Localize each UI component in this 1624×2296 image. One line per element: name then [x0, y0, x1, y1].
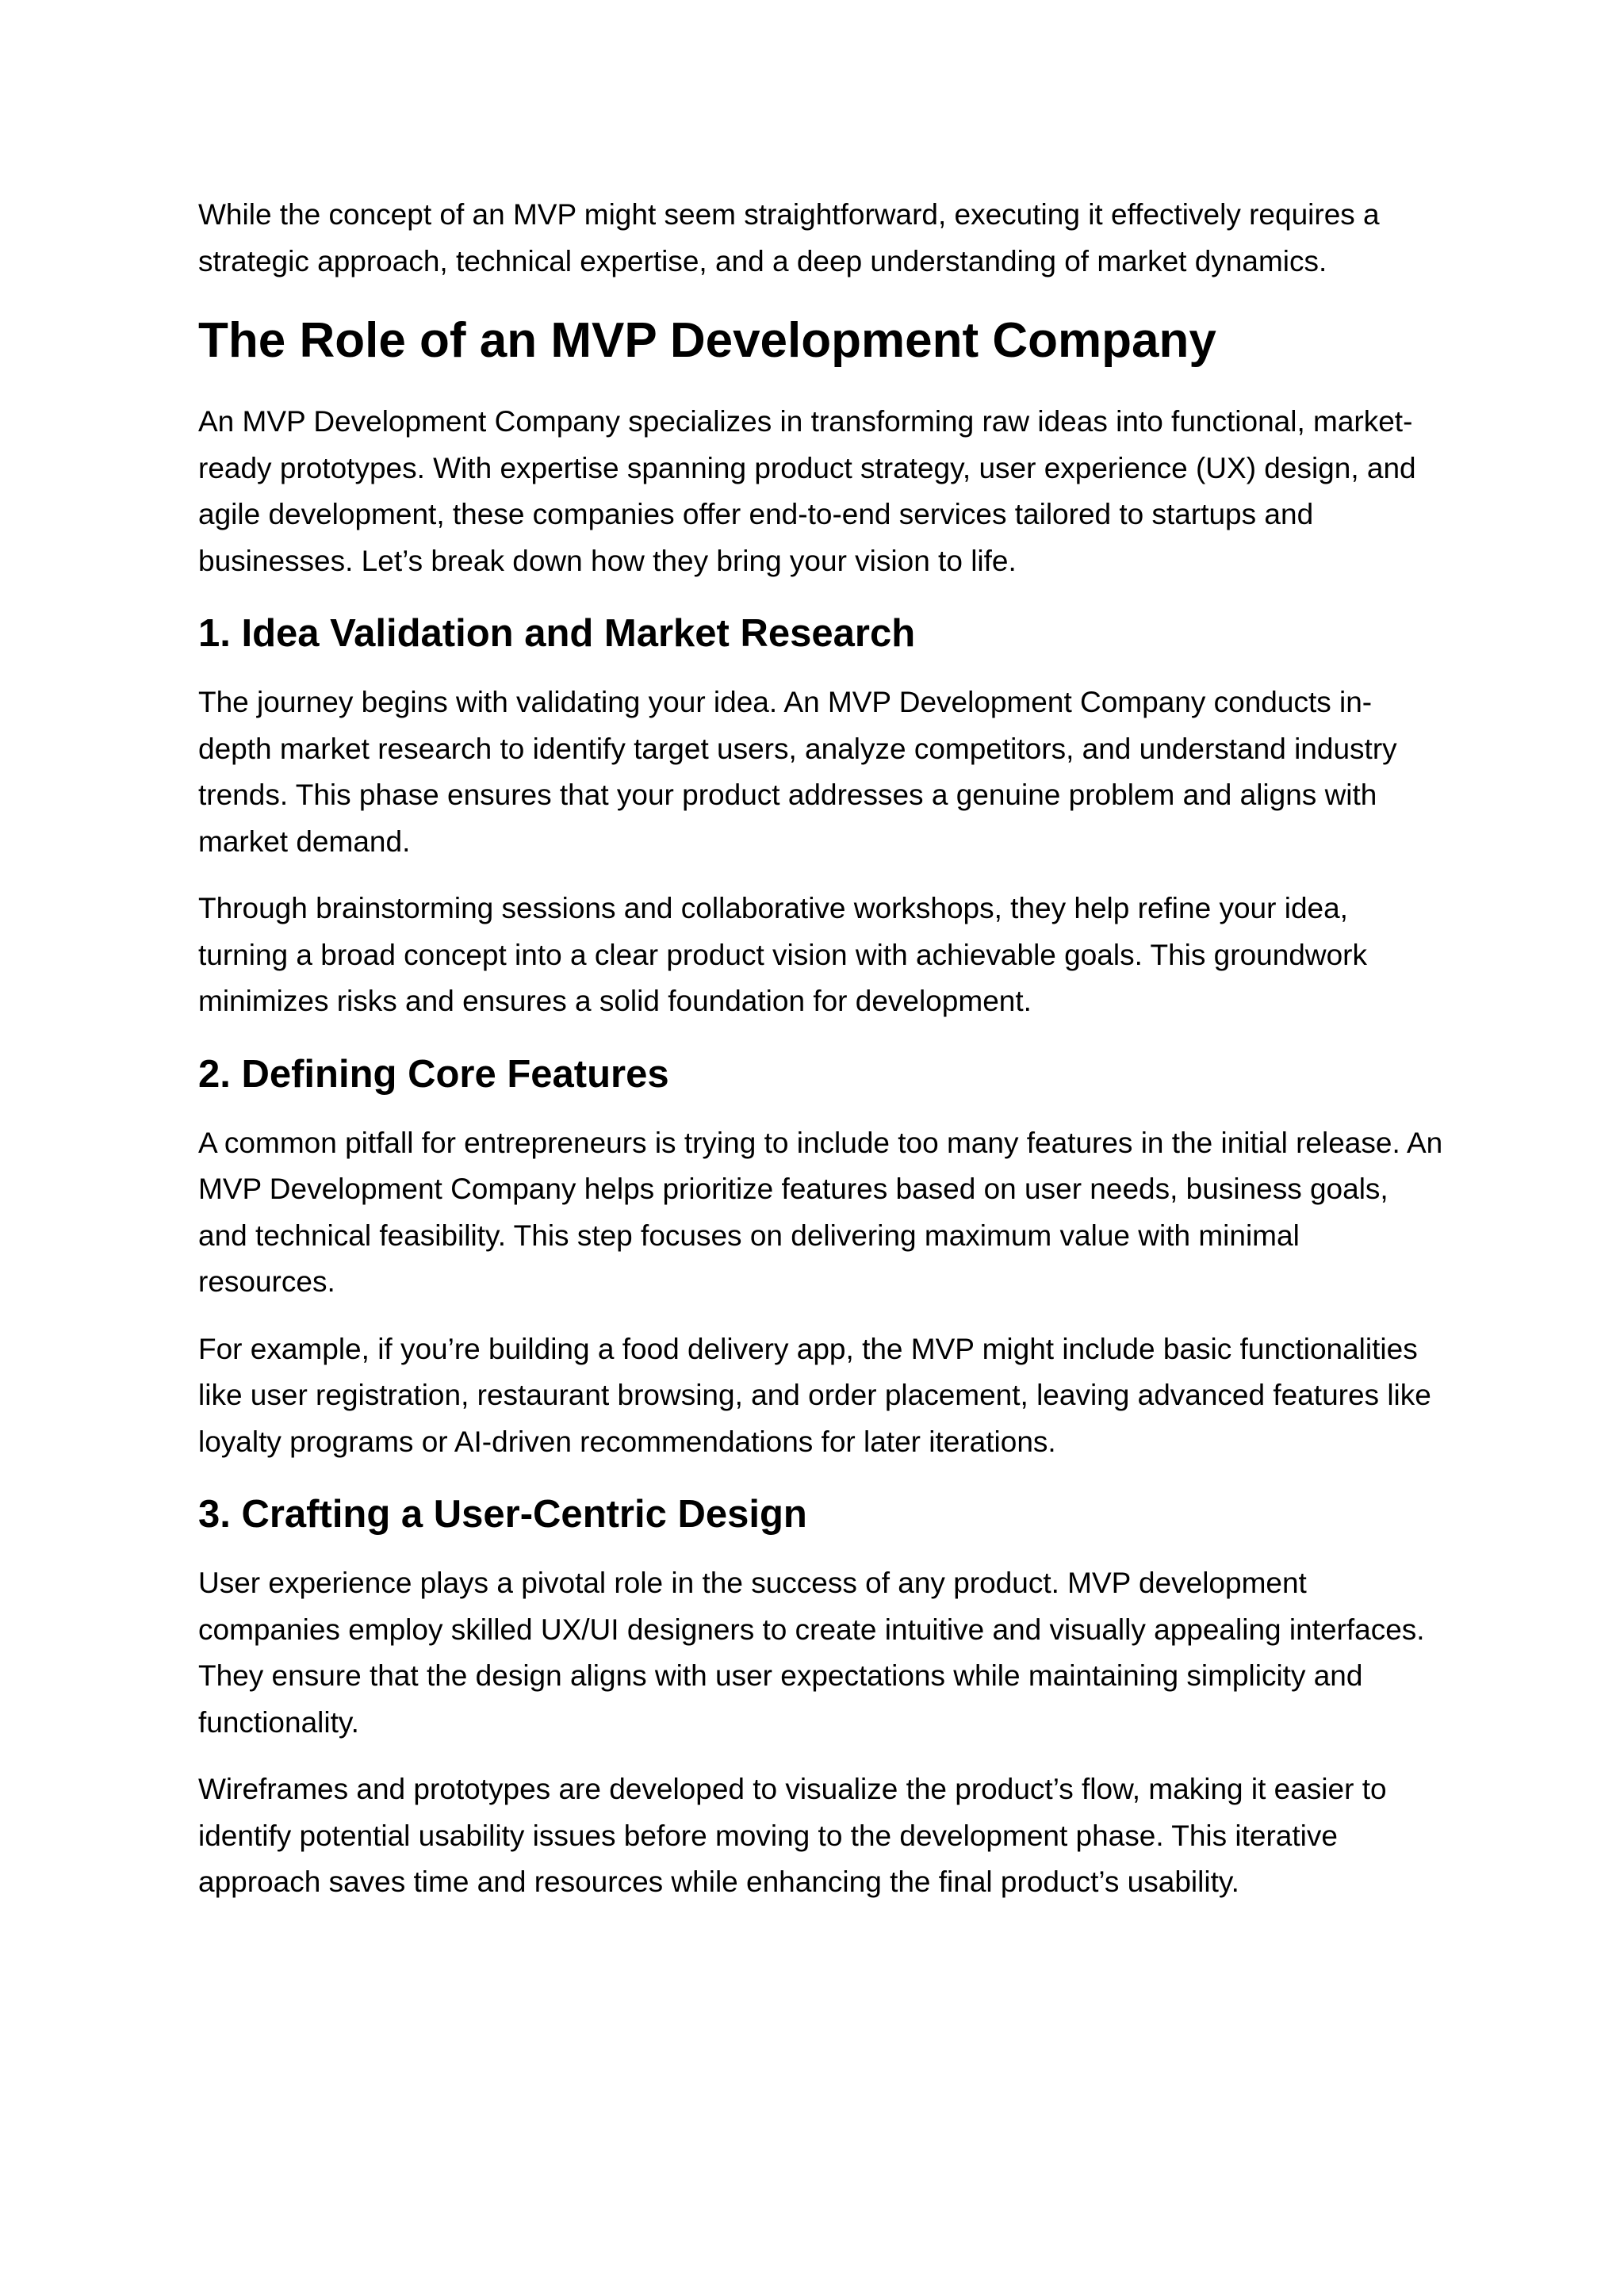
document-body	[198, 192, 1443, 1927]
section-paragraph: For example, if you’re building a food delivery app, the MVP might include basic functionalities like user registration, restaurant browsing, and order placement, leaving advanced features like loyalty programs or AI-driven recommendations for later iterations.	[198, 1332, 1431, 1458]
section-paragraph: A common pitfall for entrepreneurs is trying to include too many features in the initial release. An MVP Development Company helps prioritize features based on user needs, business goals, and technical feasibility. This step focuses on delivering maximum value with minimal resources.	[198, 1126, 1443, 1298]
lead-paragraph: An MVP Development Company specializes in transforming raw ideas into functional, market-ready prototypes. With expertise spanning product strategy, user experience (UX) design, and agile development, these companies offer end-to-end services tailored to startups and businesses. Let’s break down how they bring your vision to life.	[198, 405, 1416, 577]
section-paragraph: The journey begins with validating your idea. An MVP Development Company conducts in-depth market research to identify target users, analyze competitors, and understand industry trends. This phase ensures that your product addresses a genuine problem and aligns with market demand.	[198, 686, 1397, 858]
section-heading: 2. Defining Core Features	[198, 1052, 669, 1096]
section-heading: 3. Crafting a User-Centric Design	[198, 1493, 807, 1536]
section-user-centric-design	[198, 1486, 1443, 1906]
section-paragraph: User experience plays a pivotal role in the success of any product. MVP development companies employ skilled UX/UI designers to create intuitive and visually appealing interfaces. They ensure that the design aligns with user expectations while maintaining simplicity and functionality.	[198, 1567, 1425, 1739]
section-idea-validation	[198, 605, 1443, 1025]
section-heading: 1. Idea Validation and Market Research	[198, 612, 916, 655]
intro-paragraph: While the concept of an MVP might seem straightforward, executing it effectively requires a strategic approach, technical expertise, and a deep understanding of market dynamics.	[198, 198, 1380, 277]
page-title: The Role of an MVP Development Company	[198, 313, 1216, 368]
section-paragraph: Through brainstorming sessions and collaborative workshops, they help refine your idea, turning a broad concept into a clear product vision with achievable goals. This groundwork minimizes risks and ensures a solid foundation for development.	[198, 892, 1368, 1017]
section-core-features	[198, 1046, 1443, 1466]
section-paragraph: Wireframes and prototypes are developed to visualize the product’s flow, making it easier to identify potential usability issues before moving to the development phase. This iterative approach saves time and resources while enhancing the final product’s usability.	[198, 1773, 1387, 1898]
